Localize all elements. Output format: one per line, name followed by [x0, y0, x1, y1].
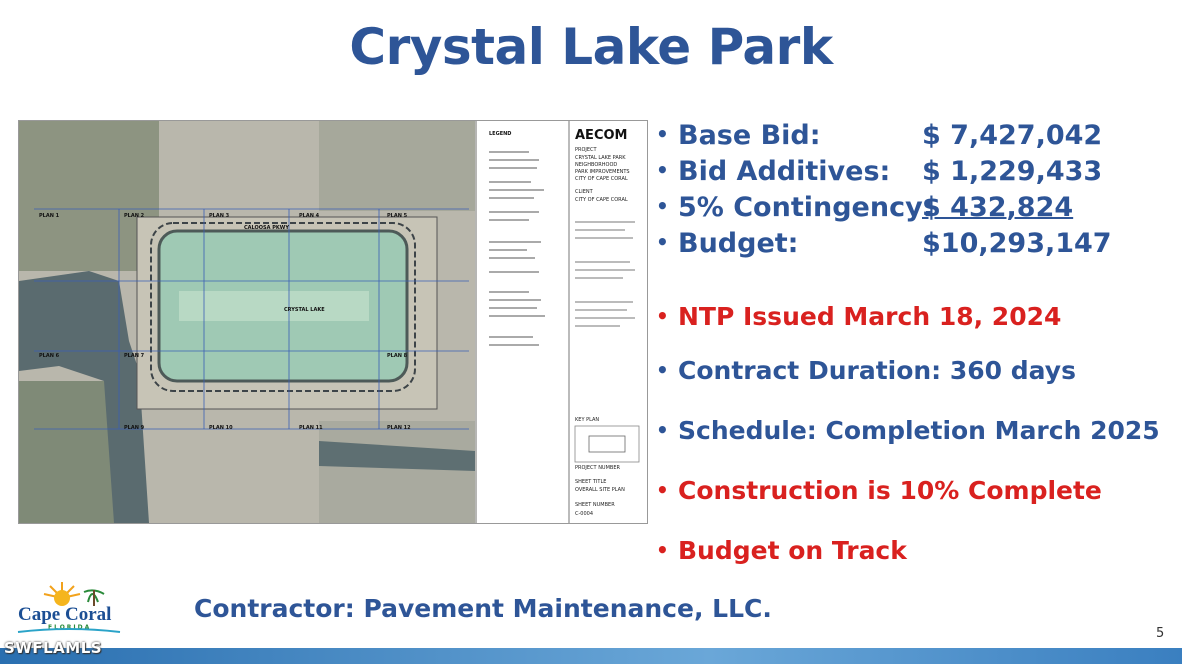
cape-coral-logo	[14, 576, 124, 648]
legend-title: LEGEND	[489, 131, 512, 137]
site-plan-drawing	[18, 120, 648, 524]
status-text: Budget on Track	[678, 536, 907, 565]
plan-tag: PLAN 10	[209, 425, 233, 431]
budget-amount: $ 1,229,433	[922, 156, 1103, 187]
lake-label: CRYSTAL LAKE	[284, 307, 325, 313]
plan-tag: PLAN 1	[39, 213, 60, 219]
budget-amount: $ 432,824	[922, 192, 1074, 223]
page-number: 5	[1156, 626, 1165, 641]
plan-tag: PLAN 3	[209, 213, 230, 219]
status-line: • NTP Issued March 18, 2024	[656, 302, 1062, 331]
budget-row: • Budget: $10,293,147	[656, 228, 1112, 259]
status-text: Contract Duration: 360 days	[678, 356, 1076, 385]
contractor-line: Contractor: Pavement Maintenance, LLC.	[194, 594, 772, 623]
site-plan-svg	[19, 121, 647, 523]
plan-tag: PLAN 9	[124, 425, 145, 431]
plan-tag: PLAN 11	[299, 425, 323, 431]
sheet-label: SHEET NUMBER	[575, 502, 615, 508]
firm-logo: AECOM	[575, 128, 628, 143]
plan-tag: PLAN 7	[124, 353, 145, 359]
status-line: • Schedule: Completion March 2025	[656, 416, 1160, 445]
project-line: PARK IMPROVEMENTS	[575, 169, 630, 175]
footer-bar	[0, 648, 1182, 664]
plan-tag: PLAN 8	[387, 353, 408, 359]
status-text: Construction is 10% Complete	[678, 476, 1102, 505]
budget-label: Base Bid:	[678, 120, 821, 151]
budget-row: • Bid Additives: $ 1,229,433	[656, 156, 1103, 187]
sheet-label: PROJECT NUMBER	[575, 465, 620, 471]
status-line: • Contract Duration: 360 days	[656, 356, 1076, 385]
slide-title: Crystal Lake Park	[349, 18, 833, 76]
logo-text: Cape Coral	[18, 604, 112, 625]
plan-tag: PLAN 4	[299, 213, 320, 219]
status-text: Schedule: Completion March 2025	[678, 416, 1160, 445]
sheet-label: KEY PLAN	[575, 417, 600, 423]
sheet-label: SHEET TITLE	[575, 479, 607, 485]
budget-row: • Base Bid: $ 7,427,042	[656, 120, 1103, 151]
status-line: • Budget on Track	[656, 536, 907, 565]
status-line: • Construction is 10% Complete	[656, 476, 1102, 505]
budget-amount: $ 7,427,042	[922, 120, 1103, 151]
plan-tag: PLAN 6	[39, 353, 60, 359]
budget-label: Budget:	[678, 228, 799, 259]
project-line: PROJECT	[575, 147, 597, 153]
plan-tag: PLAN 12	[387, 425, 411, 431]
sheet-label: OVERALL SITE PLAN	[575, 487, 625, 493]
client-line: CLIENT	[575, 189, 593, 195]
logo-subtext: FLORIDA	[48, 624, 92, 631]
client-line: CITY OF CAPE CORAL	[575, 197, 628, 203]
budget-amount: $10,293,147	[922, 228, 1112, 259]
plan-tag: PLAN 2	[124, 213, 145, 219]
sheet-label: C-0004	[575, 511, 594, 517]
watermark: SWFLAMLS	[4, 639, 103, 657]
road-label: CALOOSA PKWY	[244, 225, 289, 231]
plan-tag: PLAN 5	[387, 213, 408, 219]
budget-label: Bid Additives:	[678, 156, 891, 187]
status-text: NTP Issued March 18, 2024	[678, 302, 1062, 331]
project-line: CRYSTAL LAKE PARK	[575, 155, 626, 161]
budget-label: 5% Contingency:	[678, 192, 934, 223]
project-line: NEIGHBORHOOD	[575, 162, 618, 168]
project-line: CITY OF CAPE CORAL	[575, 176, 628, 182]
budget-row: • 5% Contingency: $ 432,824	[656, 192, 1074, 223]
